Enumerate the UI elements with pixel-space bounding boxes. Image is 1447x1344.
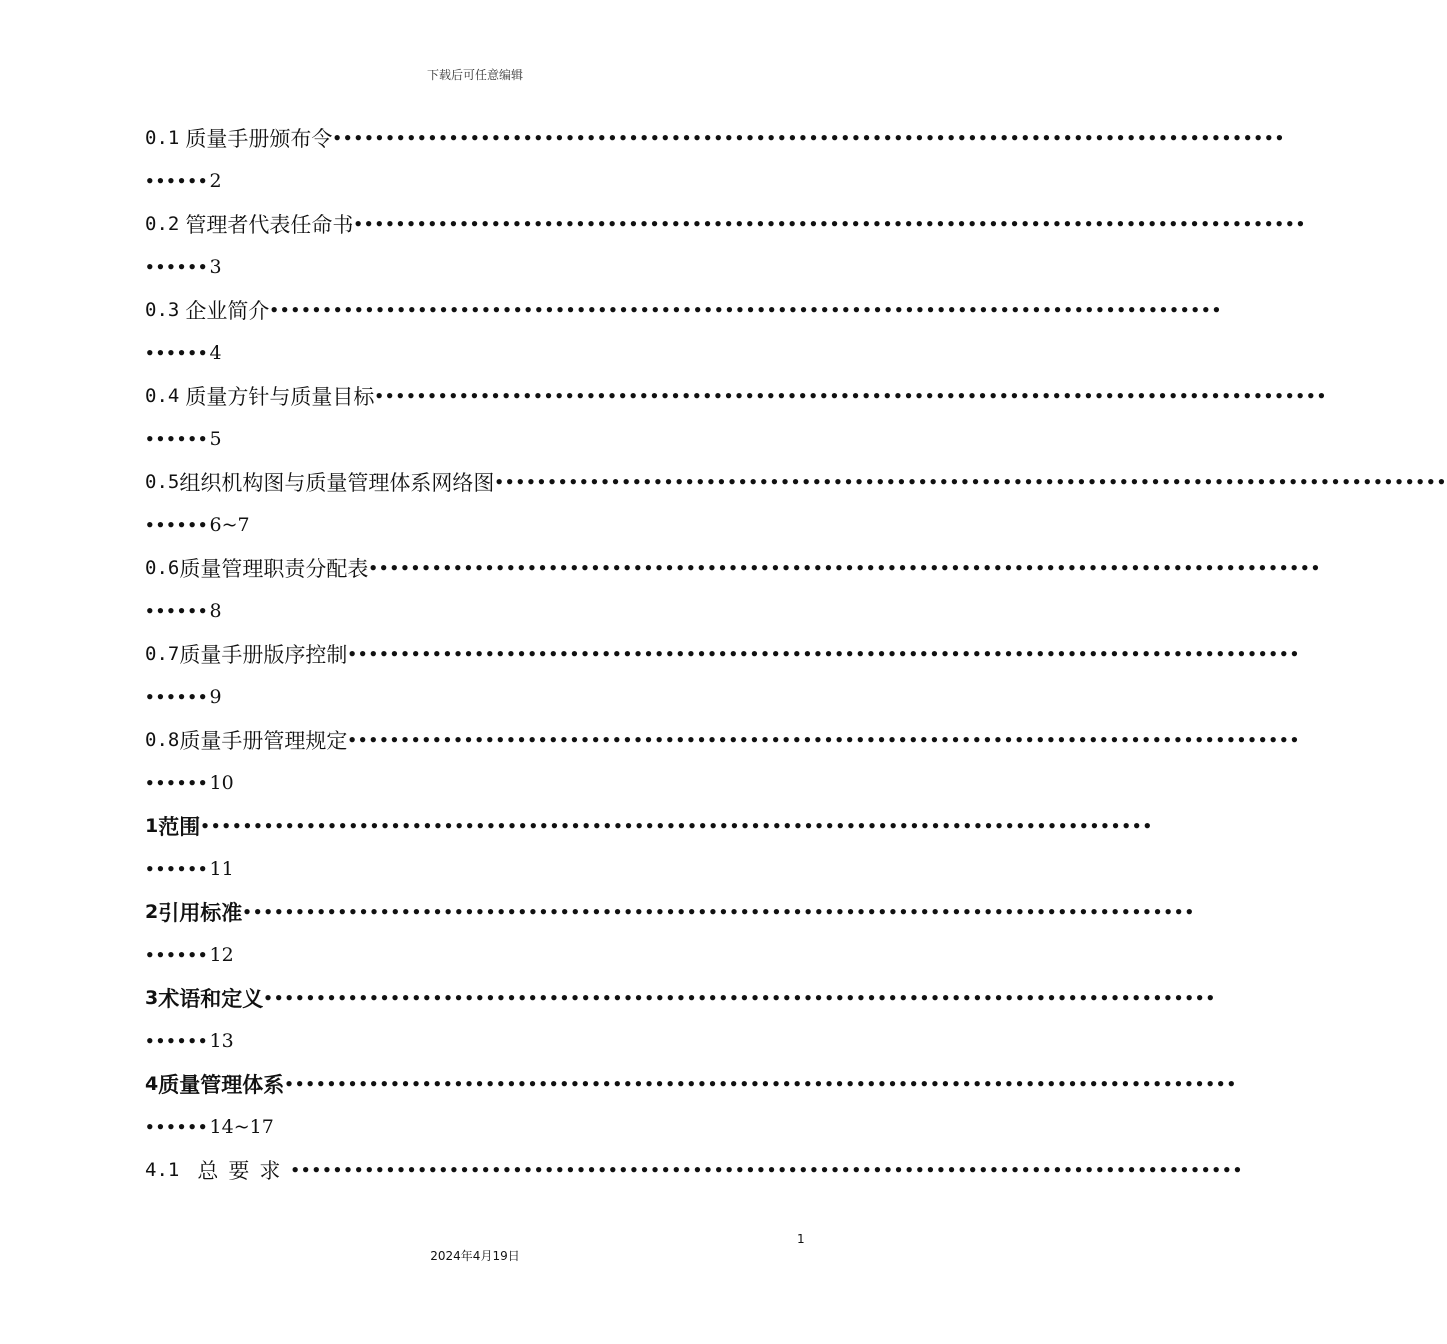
toc-entry-line — [145, 290, 1223, 330]
toc-entry[interactable] — [145, 376, 1328, 462]
toc-entry-number: 0.3 — [145, 299, 180, 321]
toc-leader-dots: •••••••••••••••••••••••••••••••••••••••••••••••••••••••••••••••••••••••••••••••••••••••••• — [269, 301, 1223, 319]
toc-entry-continuation — [145, 505, 250, 545]
toc-leader-dots: •••••••••••••••••••••••••••••••••••••••••••••••••••••••••••••••••••••••••••••••••••••••••• — [200, 817, 1154, 835]
toc-entry-page: 4 — [209, 342, 222, 364]
toc-entry-title: 组织机构图与质量管理体系网络图 — [179, 471, 495, 495]
toc-entry-line — [145, 720, 1301, 760]
toc-entry-continuation — [145, 677, 222, 717]
toc-entry-number: 0.6 — [145, 557, 180, 579]
toc-leader-dots: •••••• — [145, 258, 209, 276]
toc-entry-page: 12 — [209, 944, 234, 966]
toc-entry-title: 质量管理职责分配表 — [179, 557, 369, 581]
toc-entry-line — [145, 462, 1447, 502]
toc-entry-line — [145, 548, 1322, 588]
page-number: 1 — [797, 1232, 805, 1246]
toc-entry-title: 管理者代表任命书 — [185, 213, 354, 237]
toc-leader-dots: •••••• — [145, 1118, 209, 1136]
toc-entry-page: 9 — [209, 686, 222, 708]
toc-leader-dots: •••••• — [145, 688, 209, 706]
toc-entry-page: 10 — [209, 772, 234, 794]
toc-entry-page: 5 — [209, 428, 222, 450]
toc-entry-number: 3 — [145, 987, 159, 1009]
toc-leader-dots: •••••• — [145, 946, 209, 964]
toc-entry-continuation — [145, 161, 222, 201]
toc-leader-dots: •••••••••••••••••••••••••••••••••••••••••••••••••••••••••••••••••••••••••••••••••••••••••• — [290, 1161, 1244, 1179]
toc-leader-dots: •••••••••••••••••••••••••••••••••••••••••••••••••••••••••••••••••••••••••••••••••••••••••• — [374, 387, 1328, 405]
toc-leader-dots: •••••••••••••••••••••••••••••••••••••••••••••••••••••••••••••••••••••••••••••••••••••••••• — [242, 903, 1196, 921]
toc-leader-dots: •••••• — [145, 602, 209, 620]
toc-entry[interactable] — [145, 1064, 1238, 1150]
toc-entry-title: 质量手册管理规定 — [179, 729, 348, 753]
toc-entry-page: 13 — [209, 1030, 234, 1052]
toc-leader-dots: •••••••••••••••••••••••••••••••••••••••••••••••••••••••••••••••••••••••••••••••••••••••••• — [494, 473, 1447, 491]
toc-entry-continuation — [145, 419, 222, 459]
toc-entry-number: 0.8 — [145, 729, 180, 751]
toc-entry-title: 质量手册颁布令 — [185, 127, 333, 151]
toc-entry[interactable] — [145, 548, 1322, 634]
toc-entry-continuation — [145, 849, 234, 889]
toc-entry-number: 0.1 — [145, 127, 180, 149]
toc-entry-number: 0.5 — [145, 471, 180, 493]
toc-entry-page: 11 — [209, 858, 234, 880]
toc-entry-page: 8 — [209, 600, 222, 622]
toc-leader-dots: •••••• — [145, 344, 209, 362]
toc-entry-page: 2 — [209, 170, 222, 192]
toc-leader-dots: •••••••••••••••••••••••••••••••••••••••••••••••••••••••••••••••••••••••••••••••••••••••••• — [347, 645, 1301, 663]
toc-entry-title: 范围 — [158, 815, 201, 839]
toc-entry-continuation — [145, 333, 222, 373]
toc-entry-title: 质量手册版序控制 — [179, 643, 348, 667]
toc-entry-number: 0.7 — [145, 643, 180, 665]
toc-entry-continuation — [145, 1021, 234, 1061]
page-header: 下载后可任意编辑 — [426, 68, 523, 82]
toc-entry-title: 企业简介 — [185, 299, 270, 323]
toc-leader-dots: •••••• — [145, 516, 209, 534]
toc-entry-line — [145, 376, 1328, 416]
toc-entry-number: 4.1 — [145, 1159, 180, 1181]
toc-entry[interactable] — [145, 204, 1307, 290]
toc-leader-dots: •••••• — [145, 1032, 209, 1050]
toc-entry-title: 总要求 — [197, 1159, 291, 1183]
toc-leader-dots: •••••• — [145, 860, 209, 878]
toc-entry-title: 质量方针与质量目标 — [185, 385, 375, 409]
toc-entry-number: 0.2 — [145, 213, 180, 235]
toc-entry-continuation — [145, 591, 222, 631]
toc-leader-dots: •••••• — [145, 172, 209, 190]
toc-leader-dots: •••••• — [145, 774, 209, 792]
toc-entry-line — [145, 978, 1217, 1018]
table-of-contents — [145, 118, 1447, 1236]
toc-entry-title: 引用标准 — [158, 901, 243, 925]
toc-entry-number: 0.4 — [145, 385, 180, 407]
toc-entry-page: 14~17 — [209, 1116, 274, 1138]
toc-entry-number: 2 — [145, 901, 159, 923]
toc-entry[interactable] — [145, 892, 1196, 978]
toc-entry-page: 3 — [209, 256, 222, 278]
toc-entry[interactable] — [145, 634, 1301, 720]
toc-entry-continuation — [145, 763, 234, 803]
toc-entry-line — [145, 118, 1286, 158]
toc-leader-dots: •••••••••••••••••••••••••••••••••••••••••••••••••••••••••••••••••••••••••••••••••••••••••• — [368, 559, 1322, 577]
toc-entry[interactable] — [145, 806, 1154, 892]
toc-leader-dots: •••••••••••••••••••••••••••••••••••••••••••••••••••••••••••••••••••••••••••••••••••••••••• — [332, 129, 1286, 147]
toc-leader-dots: •••••••••••••••••••••••••••••••••••••••••••••••••••••••••••••••••••••••••••••••••••••••••• — [347, 731, 1301, 749]
toc-entry-continuation — [145, 1107, 274, 1147]
toc-leader-dots: •••••••••••••••••••••••••••••••••••••••••••••••••••••••••••••••••••••••••••••••••••••••••• — [284, 1075, 1238, 1093]
toc-entry-page: 6~7 — [209, 514, 250, 536]
toc-entry-line — [145, 634, 1301, 674]
toc-entry-title: 质量管理体系 — [158, 1073, 285, 1097]
toc-entry-line — [145, 892, 1196, 932]
toc-entry-continuation — [145, 935, 234, 975]
toc-entry[interactable] — [145, 462, 1447, 548]
toc-leader-dots: •••••• — [145, 430, 209, 448]
toc-entry-line — [145, 1150, 1244, 1190]
toc-entry-continuation — [145, 247, 222, 287]
toc-leader-dots: •••••••••••••••••••••••••••••••••••••••••••••••••••••••••••••••••••••••••••••••••••••••••• — [353, 215, 1307, 233]
toc-entry-number: 4 — [145, 1073, 159, 1095]
toc-entry-line — [145, 1064, 1238, 1104]
toc-leader-dots: •••••••••••••••••••••••••••••••••••••••••••••••••••••••••••••••••••••••••••••••••••••••••• — [263, 989, 1217, 1007]
toc-entry[interactable] — [145, 118, 1286, 204]
toc-entry-line — [145, 204, 1307, 244]
page-footer-date: 2024年4月19日 — [430, 1249, 520, 1263]
toc-entry[interactable] — [145, 290, 1223, 376]
toc-entry-title: 术语和定义 — [158, 987, 264, 1011]
toc-entry-number: 1 — [145, 815, 159, 837]
toc-entry[interactable] — [145, 720, 1301, 806]
toc-entry[interactable] — [145, 1150, 1244, 1236]
toc-entry[interactable] — [145, 978, 1217, 1064]
toc-entry-line — [145, 806, 1154, 846]
